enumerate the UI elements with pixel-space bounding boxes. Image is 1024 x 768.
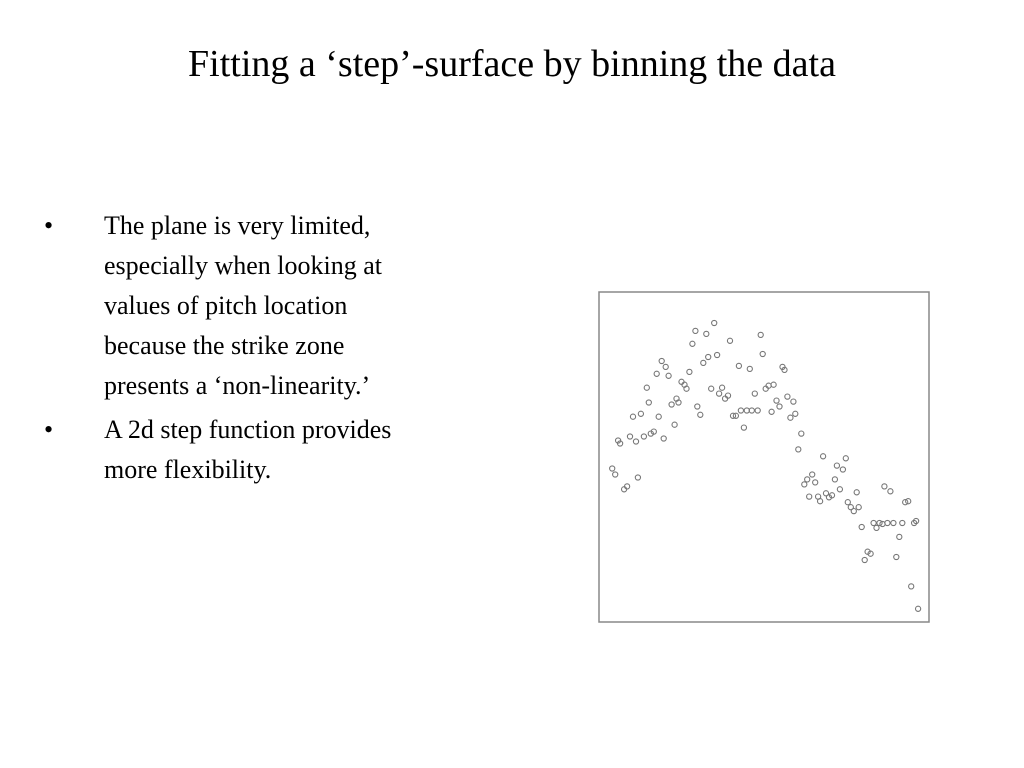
- data-point: [785, 394, 790, 399]
- data-point: [690, 341, 695, 346]
- data-point: [738, 408, 743, 413]
- data-point: [874, 525, 879, 530]
- bullet-list: [44, 206, 504, 494]
- scatter-plot-svg: [598, 291, 930, 623]
- scatter-plot: [598, 291, 930, 623]
- data-point: [613, 472, 618, 477]
- data-point: [818, 499, 823, 504]
- data-point: [891, 520, 896, 525]
- data-point: [832, 477, 837, 482]
- data-point: [693, 328, 698, 333]
- data-point: [666, 373, 671, 378]
- data-point: [630, 414, 635, 419]
- data-point: [885, 520, 890, 525]
- data-point: [627, 434, 632, 439]
- data-point: [821, 454, 826, 459]
- data-point: [909, 584, 914, 589]
- data-point: [758, 332, 763, 337]
- data-point: [897, 534, 902, 539]
- bullet-line: presents a ‘non-linearity.’: [104, 371, 371, 400]
- data-point: [802, 482, 807, 487]
- data-point: [810, 472, 815, 477]
- data-point: [843, 456, 848, 461]
- data-point: [704, 331, 709, 336]
- data-point: [813, 480, 818, 485]
- bullet-line: The plane is very limited,: [104, 211, 371, 240]
- data-point: [744, 408, 749, 413]
- data-point: [709, 386, 714, 391]
- data-point: [717, 391, 722, 396]
- data-point: [793, 411, 798, 416]
- bullet-marker: •: [44, 415, 54, 444]
- data-point: [706, 354, 711, 359]
- data-point: [900, 520, 905, 525]
- data-point: [791, 399, 796, 404]
- data-point: [834, 463, 839, 468]
- bullet-item: [44, 410, 504, 490]
- data-point: [672, 422, 677, 427]
- data-point: [888, 489, 893, 494]
- bullet-line: especially when looking at: [104, 251, 382, 280]
- data-point: [807, 494, 812, 499]
- data-point: [712, 320, 717, 325]
- data-point: [788, 415, 793, 420]
- data-point: [916, 606, 921, 611]
- data-point: [727, 338, 732, 343]
- data-point: [771, 382, 776, 387]
- data-point: [805, 477, 810, 482]
- data-point: [715, 352, 720, 357]
- data-point: [769, 409, 774, 414]
- data-point: [882, 484, 887, 489]
- data-point: [659, 358, 664, 363]
- data-point: [760, 351, 765, 356]
- data-point: [845, 500, 850, 505]
- data-point: [720, 385, 725, 390]
- data-point: [633, 439, 638, 444]
- bullet-line: more flexibility.: [104, 455, 272, 484]
- data-point: [638, 411, 643, 416]
- data-point: [755, 408, 760, 413]
- data-point: [752, 391, 757, 396]
- data-point: [862, 557, 867, 562]
- data-point: [749, 408, 754, 413]
- data-point: [747, 366, 752, 371]
- data-point: [736, 363, 741, 368]
- data-point: [859, 524, 864, 529]
- bullet-line: A 2d step function provides: [104, 415, 392, 444]
- data-point: [856, 505, 861, 510]
- bullet-item: [44, 206, 504, 406]
- bullet-marker: •: [44, 211, 54, 240]
- data-point: [656, 414, 661, 419]
- bullet-line: because the strike zone: [104, 331, 345, 360]
- data-point: [698, 412, 703, 417]
- data-point: [774, 398, 779, 403]
- data-point: [871, 520, 876, 525]
- data-point: [894, 554, 899, 559]
- data-point: [851, 509, 856, 514]
- data-point: [777, 404, 782, 409]
- data-point: [796, 447, 801, 452]
- data-point: [641, 434, 646, 439]
- data-point: [837, 487, 842, 492]
- data-point: [741, 425, 746, 430]
- data-point: [654, 371, 659, 376]
- data-point: [687, 369, 692, 374]
- data-point: [661, 436, 666, 441]
- plot-frame: [599, 292, 929, 622]
- data-point: [635, 475, 640, 480]
- data-point: [663, 364, 668, 369]
- bullet-line: values of pitch location: [104, 291, 348, 320]
- data-point: [644, 385, 649, 390]
- points-layer: [610, 320, 921, 611]
- data-point: [840, 467, 845, 472]
- data-point: [669, 402, 674, 407]
- data-point: [799, 431, 804, 436]
- data-point: [610, 466, 615, 471]
- bullet-text: [104, 206, 504, 406]
- data-point: [701, 360, 706, 365]
- data-point: [695, 404, 700, 409]
- slide-title: Fitting a ‘step’-surface by binning the data: [188, 43, 836, 85]
- data-point: [646, 400, 651, 405]
- data-point: [854, 490, 859, 495]
- bullet-text: [104, 410, 504, 490]
